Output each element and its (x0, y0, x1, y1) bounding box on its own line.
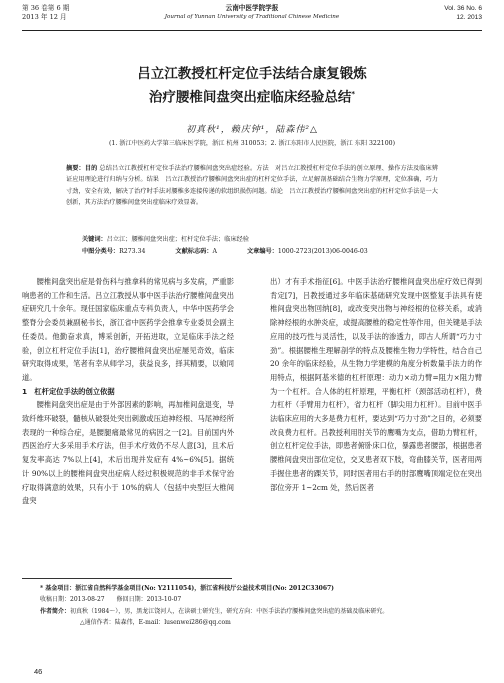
clc-label: 中图分类号： (82, 248, 120, 255)
journal-cn: 云南中医学院学报 (225, 4, 279, 12)
footnotes (40, 583, 474, 629)
keywords-text: 吕立江；腰椎间盘突出症；杠杆定位手法；临床经验 (106, 236, 250, 243)
classification-line (82, 246, 464, 257)
article-no-label: 文章编号： (246, 248, 278, 255)
footnote-rule (22, 578, 232, 579)
volume-en: Vol. 36 No. 6 (444, 5, 482, 12)
abstract-text: 总结吕立江教授杠杆定位手法治疗腰椎间盘突出症经验。方法 对吕立江教授杠杆定位手法的创立原理、操作方法及临床辨证应用理论进行归纳与分析。结果 吕立江教授治疗腰椎间盘突出症的杠杆定位手法，立足解剖基础结合生物力学原理，定位准确，巧力寸劲，安全有效，解决了治疗时手法对腰椎多连接传递的软组织损伤问题。结论 吕立江教授治疗腰椎间盘突出症的杠杆定位手法是一大创新，其方法治疗腰椎间盘突出症临床疗效显著。 (66, 165, 439, 207)
author-bio-label: 作者简介： (40, 607, 71, 615)
journal-en: Journal of Yunnan University of Traditional Chinese Medicine (164, 14, 340, 20)
author-bio (40, 606, 474, 617)
authors: 初真秋¹，赖庆钟¹，陆森伟²△ (186, 125, 318, 135)
corresponding-author: △通信作者：陆森伟，E-mail：lusenwei286@qq.com (80, 619, 231, 627)
affiliation: (1. 浙江中医药大学第三临床医学院，浙江 杭州 310053；2. 浙江东阳市人民医院，浙江 东阳 322100) (108, 140, 396, 147)
doc-code-value: A (212, 248, 217, 255)
abstract (66, 163, 438, 209)
date-en: 12. 2013 (456, 14, 482, 21)
article-no-value: 1000-2723(2013)06-0046-03 (277, 248, 368, 255)
keywords-label: 关键词： (82, 236, 107, 243)
title-fund-mark: * (351, 90, 356, 98)
header-rule (22, 30, 482, 31)
date-cn: 2013 年 12 月 (22, 13, 67, 21)
doc-code-label: 文献标志码： (175, 248, 213, 255)
section-heading: 1 杠杆定位手法的创立依据 (22, 386, 115, 396)
volume-cn: 第 36 卷第 6 期 (22, 4, 70, 12)
received-date: 收稿日期：2013-08-27 修回日期：2013-10-07 (40, 596, 182, 604)
header-right (444, 4, 482, 22)
article-title (0, 64, 504, 108)
body-left-column (22, 275, 234, 508)
running-header (22, 4, 482, 32)
paragraph: 出）才有手术指征[6]。中医手法治疗腰椎间盘突出症疗效已得到肯定[7]，吕教授通过多年临床基础研究发现中医整复手法具有使椎间盘突出物回纳[8]，或改变突出物与神经根的位移关系，或消除神经根的水肿炎症，或提高腰椎的稳定性等作用，但关键是手法应用的技巧性与灵活性，以及手法的渗透力，即古人所谓“巧力寸劲”。根据腰椎生理解剖学的特点及腰椎生物力学特性，结合自己 20 余年的临床经验，从生物力学建模的角度分析数量手法力的作用特点，根据阿基米德的杠杆原理：动力×动力臂=阻力×阻力臂为一个杠杆。合人体的杠杆原理，平衡杠杆（颈部活动杠杆），费力杠杆（手臂用力杠杆），省力杠杆（脚尖用力杠杆）。目前中医手法临床应用的大多是费力杠杆，要达到“巧力寸劲”之目的，必须要改良费力杠杆。吕教授利用肘关节的鹰嘴为支点，借助力臂杠杆，创立杠杆定位手法，即患者俯卧床口位，暴露患者腰部，根据患者腰椎间盘突出部位定位，交叉患者双下肢，弯曲膝关节，医者用两手握住患者的踝关节，同时医者用右手的肘部鹰嘴顶端定位在突出部位旁开 1~2cm 处，然后医者 (270, 277, 482, 492)
paragraph: 腰椎间盘突出症是骨伤科与推拿科的常见病与多发病，严重影响患者的工作和生活。吕立江教授从事中医手法治疗腰椎间盘突出症研究几十余年。现任国家临床重点专科负责人，中华中医药学会整脊分会委员兼副秘书长，浙江省中医药学会推拿专业委员会副主任委员。他勤奋求真，博采创新，开拓进取，立足临床手法之经验，创立杠杆定位手法[1]，治疗腰椎间盘突出症屡见奇效，临床研究取得成果，笔者有幸从师学习，获益良多，择其精要，以飨同道。 (22, 277, 234, 382)
clc-value: R273.34 (119, 248, 146, 255)
title-line-2: 治疗腰椎间盘突出症临床经验总结 (148, 89, 352, 106)
page-number: 46 (34, 667, 43, 676)
keywords (82, 234, 438, 245)
header-center (22, 4, 482, 22)
title-line-1: 吕立江教授杠杆定位手法结合康复锻炼 (137, 66, 367, 82)
paragraph: 腰椎间盘突出症是由于外部因素的影响，再加椎间盘退变，导致纤维环破裂，髓核从破裂处突出刺激或压迫神经根、马尾神经所表现的一种综合症，是腰腿痛最常见的病因之一[2]。目前国内外西医治疗大多采用手术疗法，但手术疗效仍不尽人意[3]，且术后复发率高达 7%以上[4]，术后出现并发症有 4%~6%[5]。据统计 90%以上的腰椎间盘突出症病人经过积极规范的非手术保守治疗取得满意的效果，只有小于 10%的病人（包括中央型巨大椎间盘突 (22, 400, 234, 506)
body-right-column (270, 275, 482, 494)
author-bio-text: 初真秋（1984～），男，黑龙江饶河人，在读硕士研究生，研究方向：中医手法治疗腰椎间盘突出症的基础及临床研究。 (70, 607, 389, 615)
abstract-label: 摘要：目的 (66, 165, 98, 172)
fund-note: * 基金项目：浙江省自然科学基金项目(No: Y2111054)，浙江省科技厅公益技术项目(No: 2012C33067) (40, 585, 335, 592)
